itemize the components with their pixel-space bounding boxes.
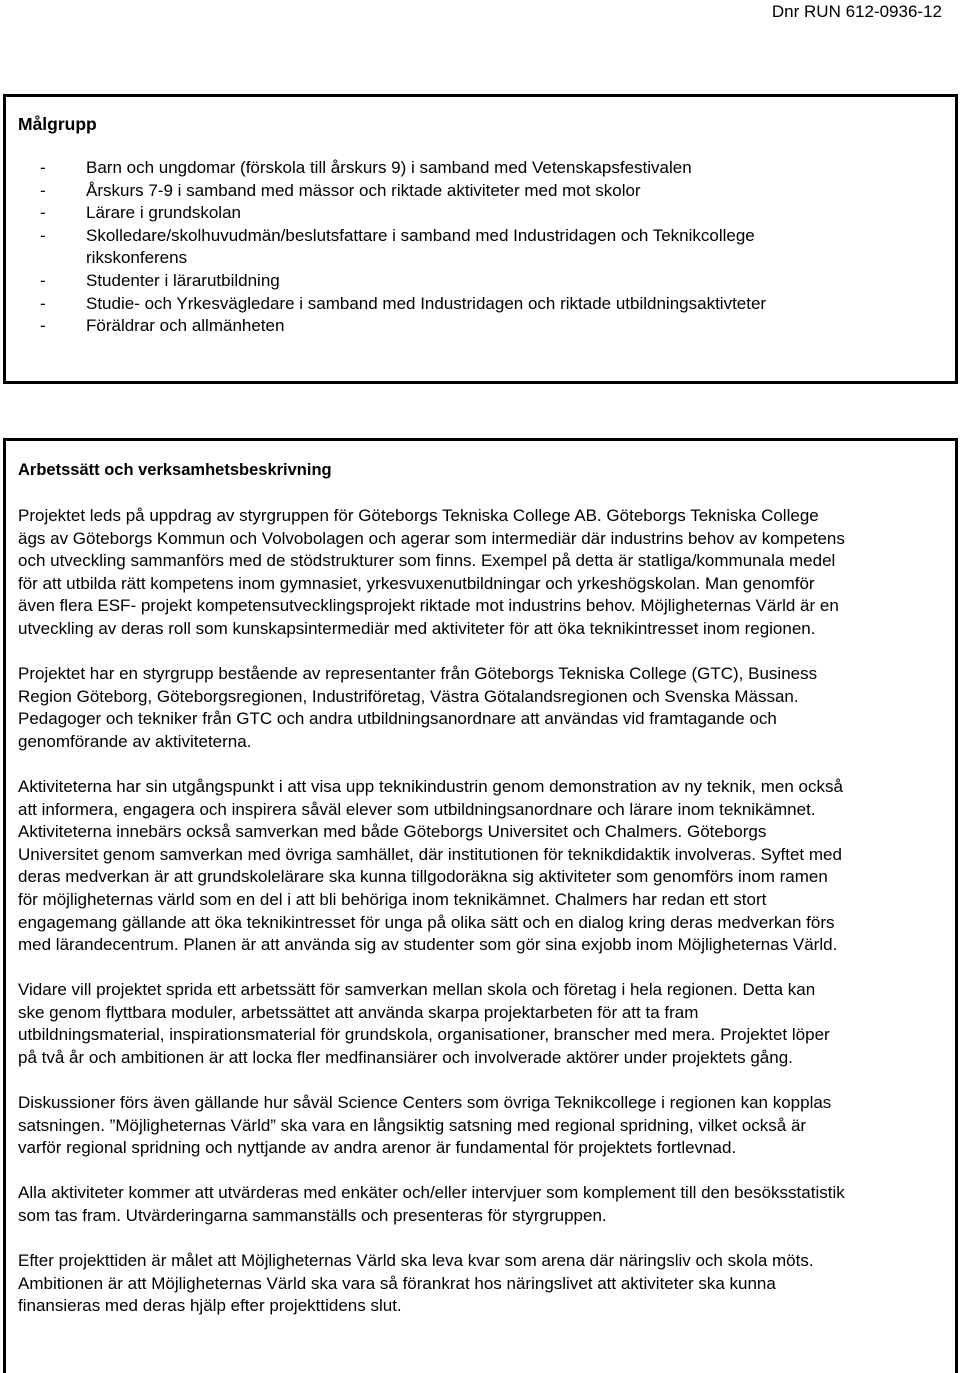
working-method-heading: Arbetssätt och verksamhetsbeskrivning (18, 461, 332, 479)
list-item: - Årskurs 7-9 i samband med mässor och riktade aktiviteter med mot skolor (40, 180, 641, 200)
paragraph: Aktiviteterna har sin utgångspunkt i att visa upp teknikindustrin genom demonstration av ny teknik, men också att informera, engagera och inspirera såväl elever som utbildningsanordnare och lärare inom teknikämnet. Aktiviteterna innebärs också samverkan med både Göteborgs Universitet och Chalmers. Göteborgs Universitet genom samverkan med övriga samhället, där institutionen för teknikdidaktik involveras. Syftet med deras medverkan är att grundskolelärare ska kunna tillgodoräkna sig aktiviteter som genomförs inom ramen för möjligheternas värld som en del i att bli behöriga inom teknikämnet. Chalmers har redan ett stort engagemang gällande att öka teknikintresset för unga på olika sätt och en dialog kring deras medverkan förs med lärandecentrum. Planen är att använda sig av studenter som gör sina exjobb inom Möjligheternas Värld. (18, 776, 843, 955)
list-item-text: Studenter i lärarutbildning (86, 270, 280, 290)
target-group-section (3, 94, 958, 384)
list-item-text: Skolledare/skolhuvudmän/beslutsfattare i samband med Industridagen och Teknikcollege rikskonferens (86, 225, 755, 268)
list-item-text: Föräldrar och allmänheten (86, 316, 285, 336)
paragraph: Projektet leds på uppdrag av styrgruppen för Göteborgs Tekniska College AB. Göteborgs Tekniska College ägs av Göteborgs Kommun och Volvobolagen och agerar som intermediär där industrins behov av kompetens och utveckling sammanförs med de stödstrukturer som finns. Exempel på detta är statliga/kommunala medel för att utbilda rätt kompetens inom gymnasiet, yrkesvuxenutbildningar och yrkeshögskolan. Man genomför även flera ESF- projekt kompetensutvecklingsprojekt riktade mot industrins behov. Möjligheternas Värld är en utveckling av deras roll som kunskapsintermediär med aktiviteter för att öka teknikintresset inom regionen. (18, 506, 845, 638)
paragraph: Vidare vill projektet sprida ett arbetssätt för samverkan mellan skola och företag i hela regionen. Detta kan ske genom flyttbara moduler, arbetssättet att använda skarpa projektarbeten för att ta fram utbildningsmaterial, inspirationsmaterial för grundskola, organisationer, branscher med mera. Projektet löper på två år och ambitionen är att locka fler medfinansiärer och involverade aktörer under projektets gång. (18, 980, 830, 1067)
target-group-heading: Målgrupp (18, 114, 97, 134)
target-group-list (6, 157, 946, 338)
document-reference: Dnr RUN 612-0936-12 (771, 2, 942, 21)
paragraph: Efter projekttiden är målet att Möjligheternas Värld ska leva kvar som arena där näringsliv och skola möts. Ambitionen är att Möjligheternas Värld ska vara så förankrat hos näringslivet att aktiviteter ska kunna finansieras med deras hjälp efter projekttidens slut. (18, 1251, 814, 1316)
list-item-text: Studie- och Yrkesvägledare i samband med Industridagen och riktade utbildningsaktivteter (86, 293, 767, 313)
paragraph: Diskussioner förs även gällande hur såväl Science Centers som övriga Teknikcollege i regionen kan kopplas satsningen. ”Möjligheternas Värld” ska vara en långsiktig satsning med regional spridning, vilket också är varför regional spridning och nyttjande av andra arenor är fundamental för projektets fortlevnad. (18, 1093, 832, 1158)
list-item: - Föräldrar och allmänheten (40, 316, 285, 336)
working-method-section (3, 438, 958, 1373)
list-item: - Studie- och Yrkesvägledare i samband med Industridagen och riktade utbildningsaktivteter (40, 293, 767, 313)
list-item-text: Årskurs 7-9 i samband med mässor och riktade aktiviteter med mot skolor (86, 180, 641, 200)
list-item-text: Barn och ungdomar (förskola till årskurs 9) i samband med Vetenskapsfestivalen (86, 158, 692, 177)
paragraph: Projektet har en styrgrupp bestående av representanter från Göteborgs Tekniska College (GTC), Business Region Göteborg, Göteborgsregionen, Industriföretag, Västra Götalandsregionen och Svenska Mässan. Pedagoger och tekniker från GTC och andra utbildningsanordnare att användas vid framtagande och genomförande av aktiviteterna. (18, 664, 818, 751)
list-item: - Skolledare/skolhuvudmän/beslutsfattare i samband med Industridagen och Teknikcollege rikskonferens (40, 225, 755, 268)
working-method-body (18, 505, 958, 1340)
list-item: - Barn och ungdomar (förskola till årskurs 9) i samband med Vetenskapsfestivalen (40, 158, 692, 177)
paragraph: Alla aktiviteter kommer att utvärderas med enkäter och/eller intervjuer som komplement till den besöksstatistik som tas fram. Utvärderingarna sammanställs och presenteras för styrgruppen. (18, 1183, 845, 1225)
list-item: - Lärare i grundskolan (40, 203, 241, 223)
list-item-text: Lärare i grundskolan (86, 203, 241, 223)
list-item: - Studenter i lärarutbildning (40, 270, 280, 290)
